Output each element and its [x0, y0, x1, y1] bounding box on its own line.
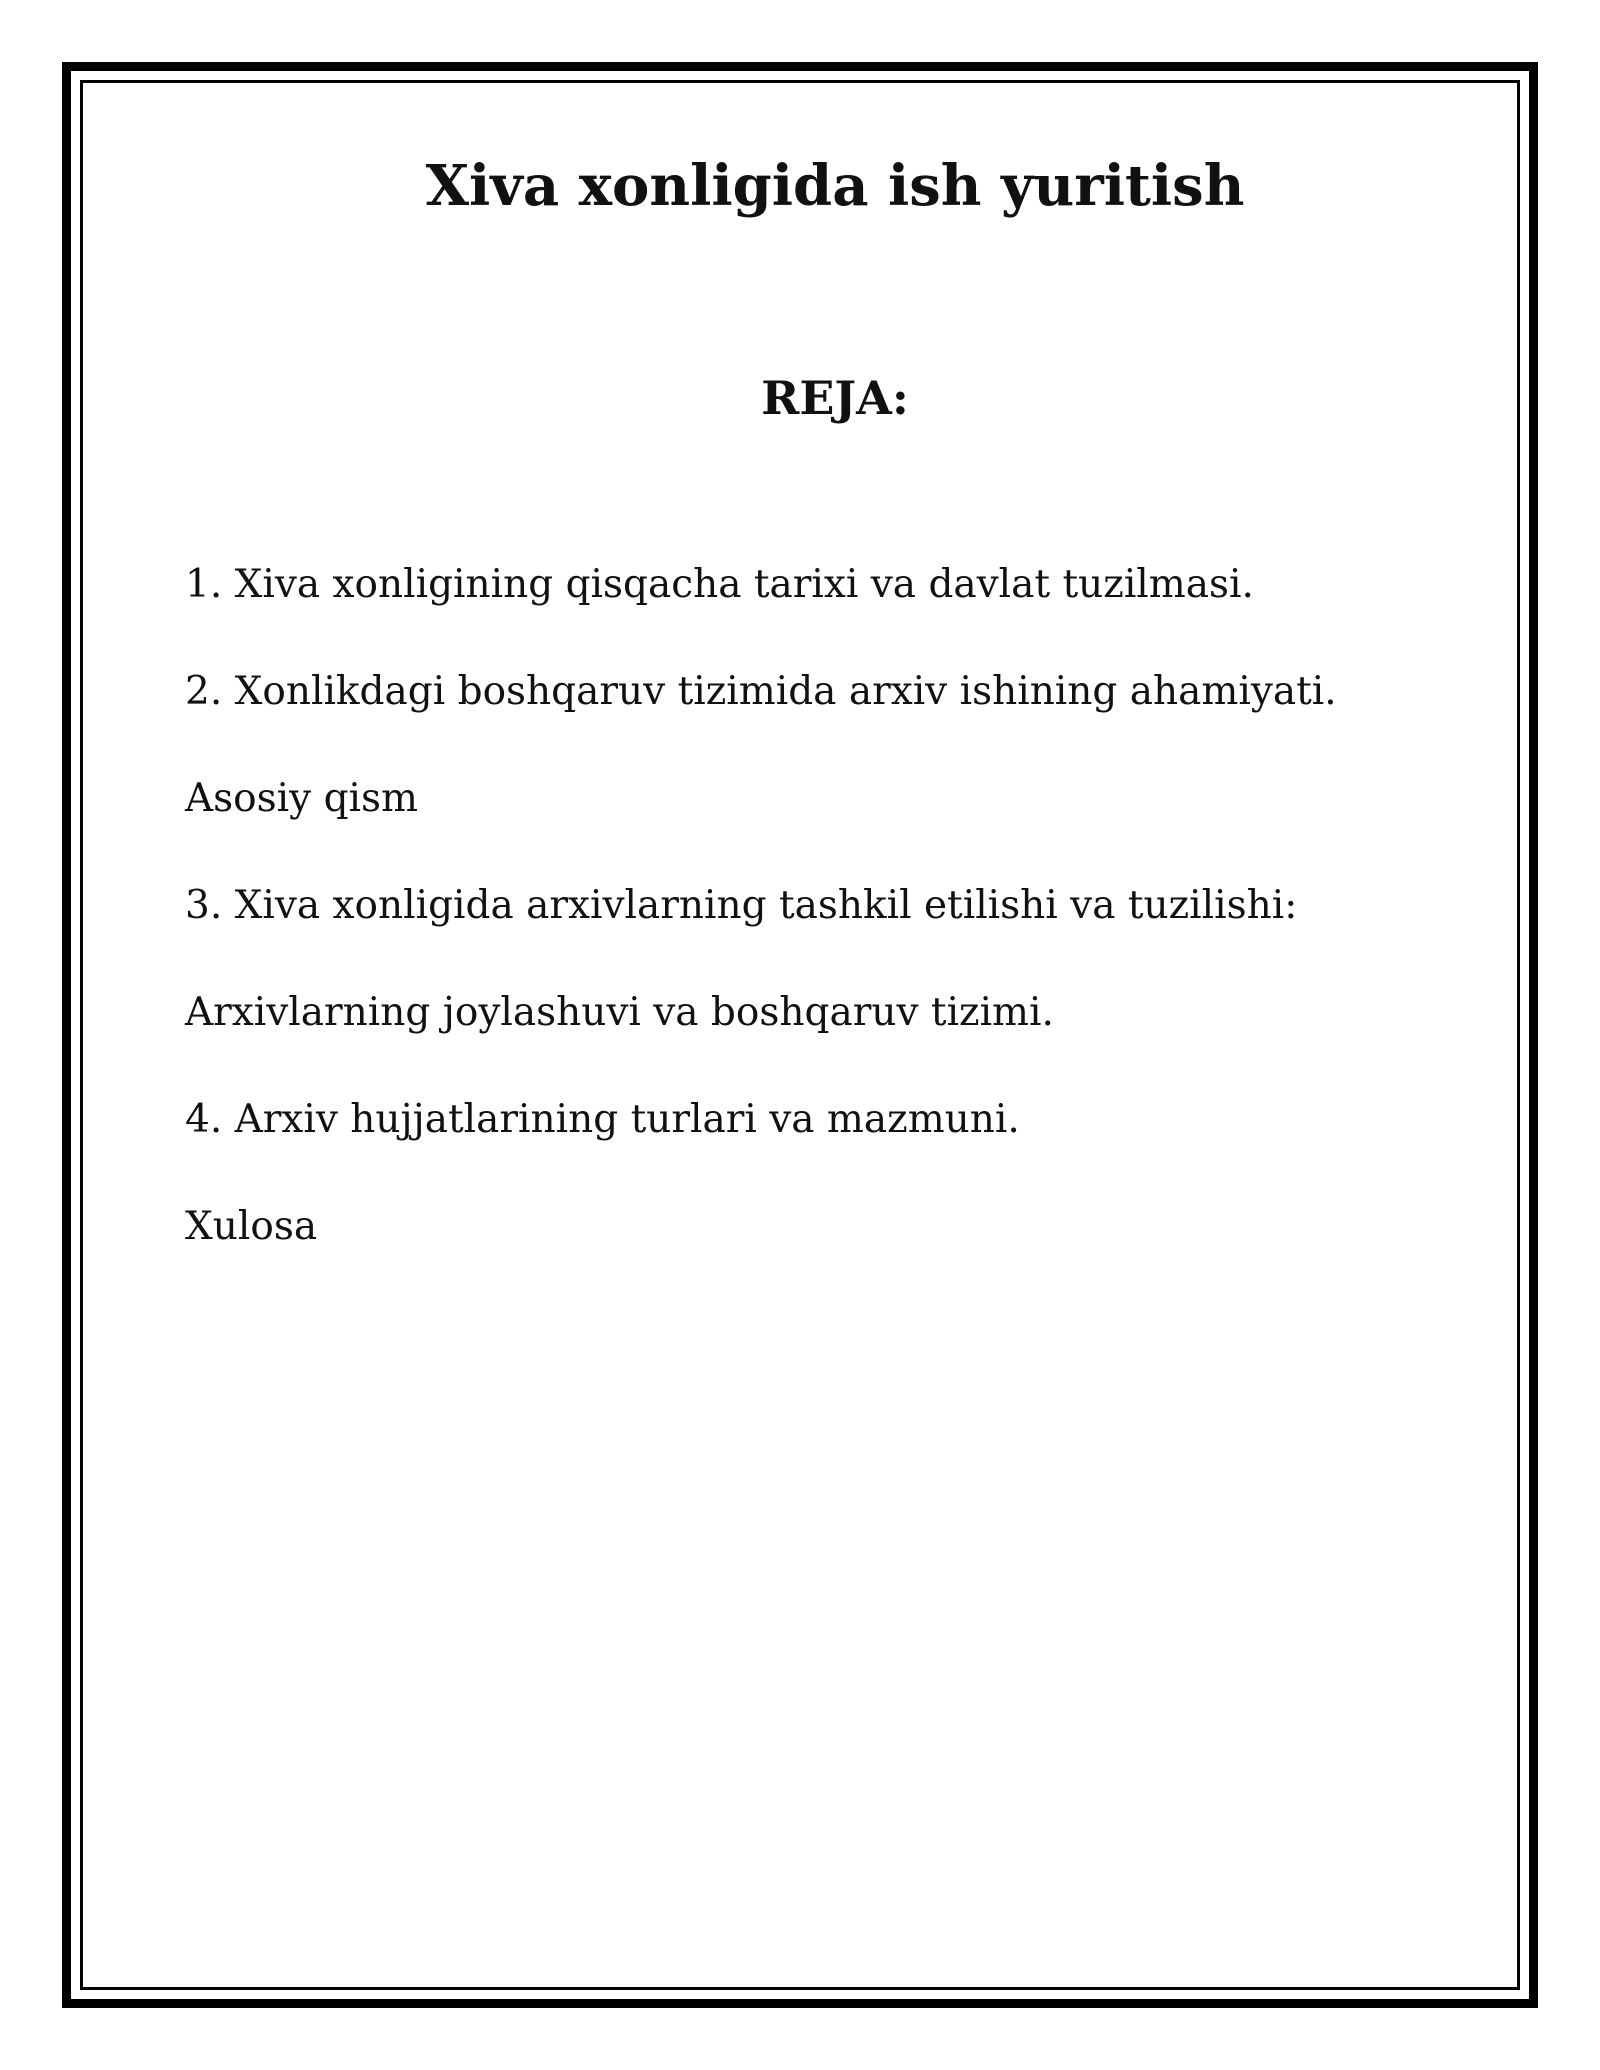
plan-item-3: 3. Xiva xonligida arxivlarning tashkil etilishi va tuzilishi:	[185, 883, 1298, 928]
plan-section-main: Asosiy qism	[185, 776, 419, 821]
plan-item-1: 1. Xiva xonligining qisqacha tarixi va davlat tuzilmasi.	[185, 562, 1254, 607]
plan-item-2: 2. Xonlikdagi boshqaruv tizimida arxiv ishining ahamiyati.	[185, 669, 1337, 714]
plan-item-4: 4. Arxiv hujjatlarining turlari va mazmuni.	[185, 1097, 1020, 1142]
plan-heading: REJA:	[761, 371, 909, 425]
plan-subitem-archives-location: Arxivlarning joylashuvi va boshqaruv tizimi.	[185, 990, 1054, 1035]
plan-section-conclusion: Xulosa	[185, 1204, 318, 1249]
page-title: Xiva xonligida ish yuritish	[425, 153, 1245, 219]
plan-list	[185, 560, 1485, 1309]
